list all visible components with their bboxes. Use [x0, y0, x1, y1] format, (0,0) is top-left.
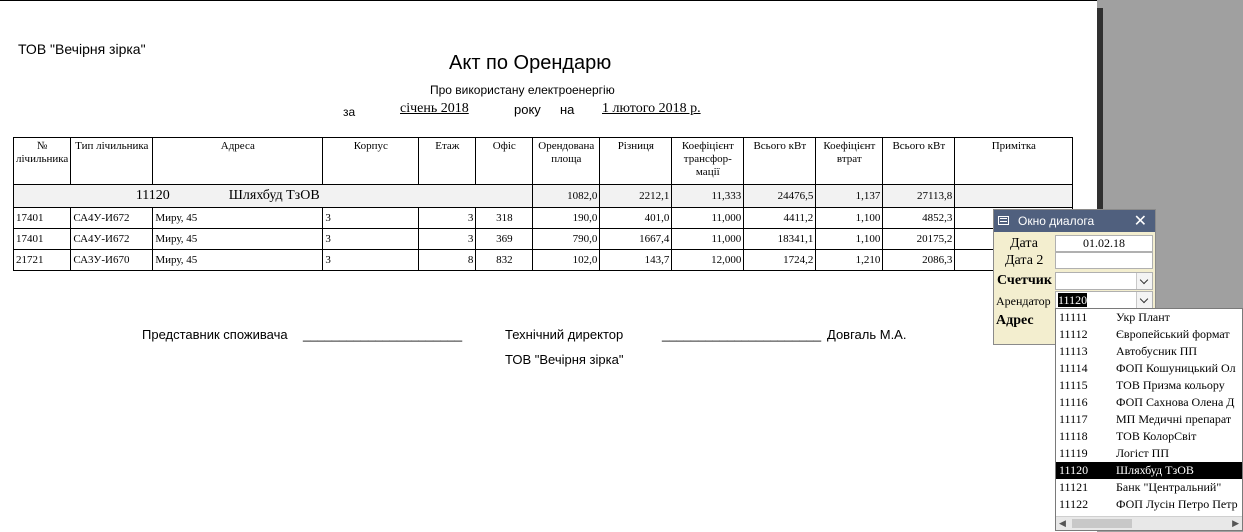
- list-item[interactable]: 11112 Європейський формат: [1059, 327, 1230, 341]
- column-header: Всього кВт: [883, 138, 955, 185]
- cell-diff: 401,0: [600, 208, 672, 229]
- cell-grand: 2086,3: [883, 250, 955, 271]
- cell-diff: 1667,4: [600, 229, 672, 250]
- scroll-left-icon[interactable]: ◀: [1059, 518, 1066, 528]
- report-table: [13, 137, 1073, 271]
- cell-coef: 11,000: [672, 208, 744, 229]
- cell-type: СА4У-И672: [71, 208, 153, 229]
- column-header: Всього кВт: [744, 138, 816, 185]
- group-coef: 11,333: [672, 185, 744, 208]
- cell-floor: 8: [419, 250, 476, 271]
- tenant-code: 11120: [135, 188, 170, 203]
- group-grand: 27113,8: [883, 185, 955, 208]
- column-header: Етаж: [419, 138, 476, 185]
- group-area: 1082,0: [533, 185, 600, 208]
- meter-label: Счетчик: [997, 273, 1052, 288]
- list-item[interactable]: 11119 Логіст ПП: [1059, 446, 1169, 460]
- cell-type: СА4У-И672: [71, 229, 153, 250]
- column-header: Орендована площа: [533, 138, 600, 185]
- tenant-dropdown-list[interactable]: [1055, 308, 1243, 531]
- date2-field[interactable]: [1055, 252, 1153, 269]
- date-field[interactable]: 01.02.18: [1055, 235, 1153, 252]
- cell-area: 190,0: [533, 208, 600, 229]
- consumer-rep-label: Представник споживача: [142, 327, 288, 342]
- cell-total: 4411,2: [744, 208, 816, 229]
- group-loss: 1,137: [816, 185, 883, 208]
- cell-meter: 21721: [14, 250, 71, 271]
- form-icon: [998, 216, 1009, 225]
- report-title: Акт по Орендарю: [449, 52, 612, 74]
- list-item-selected[interactable]: 11120 Шляхбуд ТзОВ: [1056, 462, 1242, 479]
- cell-meter: 17401: [14, 208, 71, 229]
- group-diff: 2212,1: [600, 185, 672, 208]
- tenant-combobox[interactable]: [1055, 291, 1153, 309]
- report-subtitle: Про використану електроенергію: [430, 83, 615, 97]
- horizontal-scrollbar[interactable]: [1056, 516, 1242, 530]
- address-label: Адрес: [996, 313, 1034, 328]
- dialog-title: Окно диалога: [1018, 214, 1095, 228]
- column-header: Корпус: [323, 138, 419, 185]
- column-header: Коефіцієнт втрат: [816, 138, 883, 185]
- cell-type: СА3У-И670: [71, 250, 153, 271]
- company-name: ТОВ "Вечірня зірка": [18, 41, 146, 57]
- cell-office: 318: [476, 208, 533, 229]
- director-name: Довгаль М.А.: [827, 327, 907, 342]
- close-icon[interactable]: ✕: [1133, 213, 1147, 230]
- chevron-down-icon[interactable]: [1136, 292, 1152, 308]
- cell-address: Миру, 45: [153, 250, 323, 271]
- meter-combobox[interactable]: [1055, 272, 1153, 290]
- report-period: січень 2018: [400, 101, 469, 116]
- consumer-signature-line: ______________________: [303, 327, 463, 342]
- list-item[interactable]: 11115 ТОВ Призма кольору: [1059, 378, 1225, 392]
- cell-diff: 143,7: [600, 250, 672, 271]
- cell-meter: 17401: [14, 229, 71, 250]
- table-row: [14, 208, 1073, 229]
- column-header: Різниця: [600, 138, 672, 185]
- director-label: Технічний директор: [505, 327, 624, 342]
- group-total: 24476,5: [744, 185, 816, 208]
- year-word: року: [514, 102, 541, 117]
- cell-floor: 3: [419, 208, 476, 229]
- cell-korpus: 3: [323, 250, 419, 271]
- cell-address: Миру, 45: [153, 229, 323, 250]
- column-header: № лічильника: [14, 138, 71, 185]
- tenant-label: Арендатор: [996, 294, 1051, 308]
- cell-grand: 4852,3: [883, 208, 955, 229]
- list-item[interactable]: 11122 ФОП Лусін Петро Петр: [1059, 497, 1238, 511]
- cell-address: Миру, 45: [153, 208, 323, 229]
- cell-area: 790,0: [533, 229, 600, 250]
- date-label: Дата: [1010, 236, 1038, 251]
- cell-office: 369: [476, 229, 533, 250]
- period-prefix: за: [343, 105, 356, 119]
- list-item[interactable]: 11118 ТОВ КолорСвіт: [1059, 429, 1197, 443]
- cell-korpus: 3: [323, 229, 419, 250]
- report-date: 1 лютого 2018 р.: [602, 101, 701, 116]
- cell-office: 832: [476, 250, 533, 271]
- column-header: Тип лічильника: [71, 138, 153, 185]
- cell-loss: 1,100: [816, 229, 883, 250]
- table-header: [14, 138, 1073, 185]
- cell-korpus: 3: [323, 208, 419, 229]
- cell-loss: 1,100: [816, 208, 883, 229]
- list-item[interactable]: 11111 Укр Плант: [1059, 310, 1170, 324]
- tenant-group-row: [14, 185, 1073, 208]
- list-item[interactable]: 11113 Автобусник ПП: [1059, 344, 1198, 358]
- list-item[interactable]: 11114 ФОП Кошуницький Ол: [1059, 361, 1236, 375]
- table-row: [14, 250, 1073, 271]
- tenant-value: 11120: [1058, 293, 1088, 307]
- table-row: [14, 229, 1073, 250]
- cell-floor: 3: [419, 229, 476, 250]
- director-signature-line: ______________________: [662, 327, 822, 342]
- tenant-name: Шляхбуд ТзОВ: [228, 188, 320, 203]
- column-header: Коефіцієнт трансфор-мації: [672, 138, 744, 185]
- list-item[interactable]: 11117 МП Медичні препарат: [1059, 412, 1232, 426]
- scrollbar-thumb[interactable]: [1072, 519, 1132, 528]
- list-item[interactable]: 11116 ФОП Сахнова Олена Д: [1059, 395, 1235, 409]
- cell-total: 18341,1: [744, 229, 816, 250]
- cell-grand: 20175,2: [883, 229, 955, 250]
- date2-label: Дата 2: [1005, 253, 1044, 268]
- list-item[interactable]: 11121 Банк "Центральний": [1059, 480, 1222, 494]
- cell-coef: 11,000: [672, 229, 744, 250]
- cell-loss: 1,210: [816, 250, 883, 271]
- cell-area: 102,0: [533, 250, 600, 271]
- cell-coef: 12,000: [672, 250, 744, 271]
- footer-company: ТОВ "Вечірня зірка": [505, 352, 624, 367]
- chevron-down-icon[interactable]: [1136, 273, 1152, 289]
- date-prefix: на: [560, 102, 575, 117]
- column-header: Адреса: [153, 138, 323, 185]
- scroll-right-icon[interactable]: ▶: [1232, 518, 1239, 528]
- dialog-titlebar[interactable]: [994, 210, 1155, 232]
- column-header: Офіс: [476, 138, 533, 185]
- cell-total: 1724,2: [744, 250, 816, 271]
- column-header: Примітка: [955, 138, 1073, 185]
